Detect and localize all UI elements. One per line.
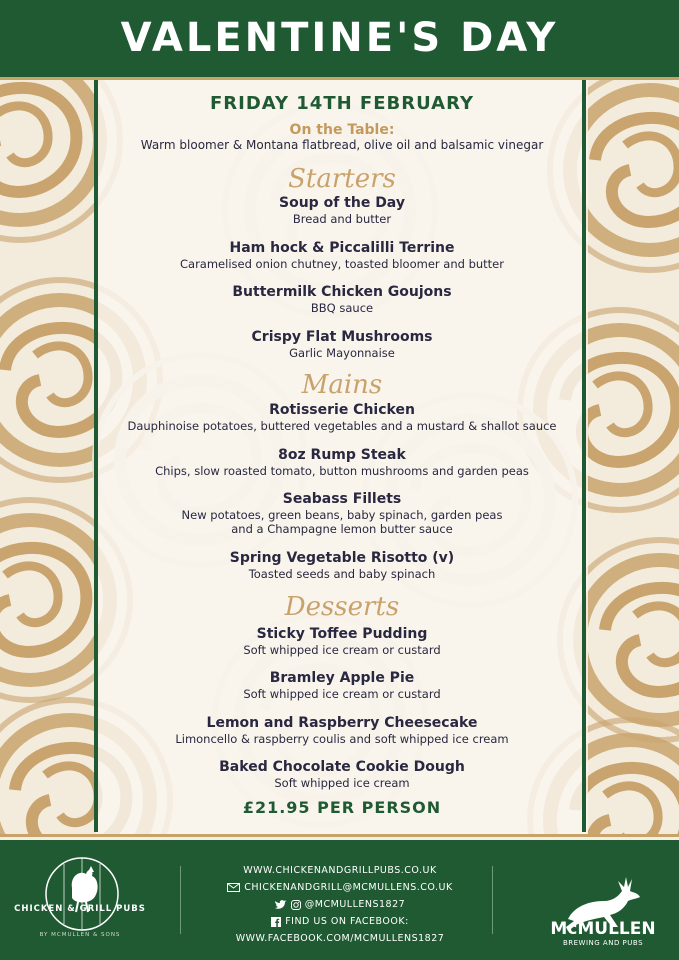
mcmullen-brand: McMULLEN xyxy=(550,919,656,939)
menu-item xyxy=(76,669,608,701)
gold-divider-bottom xyxy=(0,834,679,837)
menu-item xyxy=(76,401,608,433)
menu-item-desc: Toasted seeds and baby spinach xyxy=(248,567,436,581)
social-row[interactable] xyxy=(195,896,485,913)
menu-item-name: Sticky Toffee Pudding xyxy=(256,626,428,642)
menu-item-name: Baked Chocolate Cookie Dough xyxy=(219,759,465,775)
on-the-table-text: Warm bloomer & Montana flatbread, olive oil and balsamic vinegar xyxy=(140,138,544,152)
footer-divider-left xyxy=(180,866,181,934)
menu-item-name: 8oz Rump Steak xyxy=(278,447,406,463)
menu-item-desc: New potatoes, green beans, baby spinach, garden peas xyxy=(181,508,503,522)
chicken-grill-brand: CHICKEN & GRILL PUBS xyxy=(14,904,146,914)
menu-item-desc: Dauphinoise potatoes, buttered vegetables and a mustard & shallot sauce xyxy=(127,419,557,433)
brand-year: 1827 xyxy=(594,910,612,918)
menu-item xyxy=(76,714,608,746)
menu-item xyxy=(76,490,608,536)
menu-item xyxy=(76,239,608,271)
menu-item-desc: Chips, slow roasted tomato, button mushrooms and garden peas xyxy=(155,464,529,478)
footer xyxy=(0,840,679,960)
contact-details xyxy=(195,862,485,947)
menu-item-name: Lemon and Raspberry Cheesecake xyxy=(206,715,478,731)
email-text: CHICKENANDGRILL@MCMULLENS.CO.UK xyxy=(244,882,453,893)
chicken-grill-brand-sub: BY MCMULLEN & SONS xyxy=(39,932,121,938)
menu-item xyxy=(76,194,608,226)
menu-item xyxy=(76,625,608,657)
menu-item xyxy=(76,328,608,360)
facebook-label: FIND US ON FACEBOOK: xyxy=(285,916,409,927)
menu-item-name: Ham hock & Piccalilli Terrine xyxy=(229,240,455,256)
menu-item-name: Crispy Flat Mushrooms xyxy=(251,329,433,345)
facebook-icon xyxy=(271,917,281,927)
menu-item-name: Soup of the Day xyxy=(279,195,405,211)
menu-item-name: Rotisserie Chicken xyxy=(269,402,415,418)
mains-heading: Mains xyxy=(301,370,383,400)
facebook-row xyxy=(195,913,485,930)
menu-item-name: Seabass Fillets xyxy=(282,491,402,507)
menu-item xyxy=(76,549,608,581)
menu-item-desc: Soft whipped ice cream xyxy=(274,776,410,790)
email-row[interactable] xyxy=(195,879,485,896)
twitter-icon xyxy=(275,900,287,910)
menu-item xyxy=(76,758,608,790)
menu-item-name: Buttermilk Chicken Goujons xyxy=(232,284,452,300)
instagram-icon xyxy=(291,900,301,910)
email-icon xyxy=(227,883,240,892)
menu-item-desc: Soft whipped ice cream or custard xyxy=(243,687,441,701)
starters-heading: Starters xyxy=(288,164,396,194)
menu-item-name: Spring Vegetable Risotto (v) xyxy=(229,550,455,566)
mcmullen-brand-sub: BREWING AND PUBS xyxy=(562,939,644,947)
menu-item-desc: and a Champagne lemon butter sauce xyxy=(231,522,453,536)
menu-item-desc: Soft whipped ice cream or custard xyxy=(243,643,441,657)
menu-item-desc: Garlic Mayonnaise xyxy=(289,346,395,360)
rooster-logo-icon xyxy=(22,850,142,955)
title-banner xyxy=(0,0,679,77)
price-per-person: £21.95 PER PERSON xyxy=(242,798,442,817)
on-the-table-heading: On the Table: xyxy=(289,122,395,138)
menu-item xyxy=(76,283,608,315)
social-handle: @MCMULLENS1827 xyxy=(304,899,406,910)
menu-item-desc: Bread and butter xyxy=(292,212,392,226)
menu-item-desc: BBQ sauce xyxy=(310,301,374,315)
menu-item-desc: Caramelised onion chutney, toasted bloomer and butter xyxy=(180,257,504,271)
page-title: VALENTINE'S DAY xyxy=(120,15,559,61)
facebook-url[interactable]: WWW.FACEBOOK.COM/MCMULLENS1827 xyxy=(235,933,445,944)
footer-divider-right xyxy=(492,866,493,934)
website-link[interactable]: WWW.CHICKENANDGRILLPUBS.CO.UK xyxy=(243,865,437,876)
menu-item xyxy=(76,446,608,478)
menu-item-desc: Limoncello & raspberry coulis and soft whipped ice cream xyxy=(175,732,509,746)
event-date: FRIDAY 14TH FEBRUARY xyxy=(209,93,475,114)
menu-item-name: Bramley Apple Pie xyxy=(269,670,415,686)
desserts-heading: Desserts xyxy=(284,592,400,622)
